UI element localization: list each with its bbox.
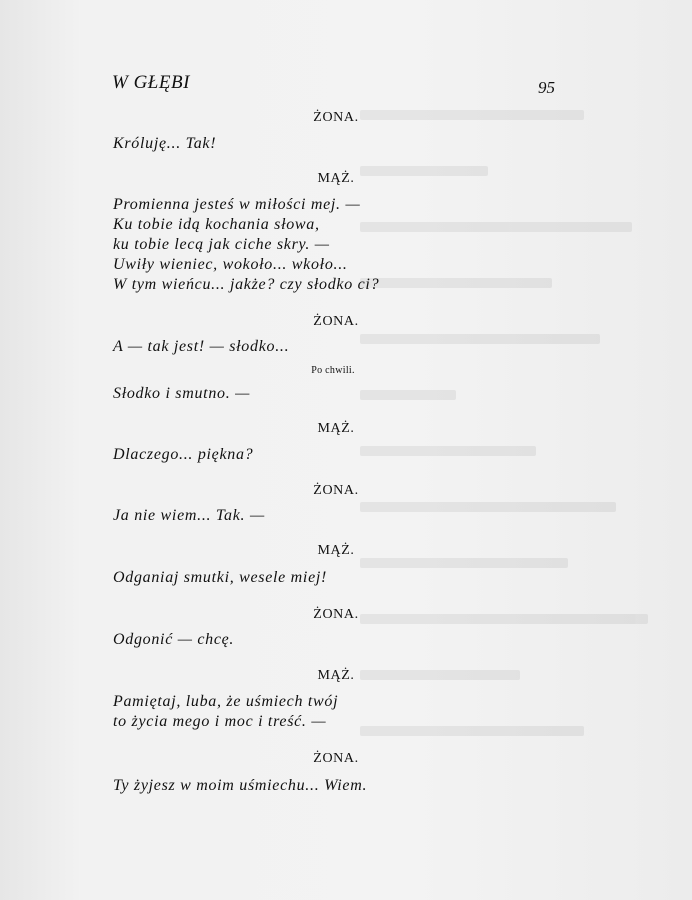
verse-line: Odgonić — chcę. <box>113 631 235 648</box>
verse-line: to życia mego i moc i treść. — <box>113 713 327 730</box>
stage-direction: Po chwili. <box>311 365 355 376</box>
verse-line: Dlaczego... piękna? <box>113 446 254 463</box>
page-number: 95 <box>538 78 555 97</box>
speaker-label: ŻONA. <box>313 751 359 766</box>
speaker-label: MĄŻ. <box>317 421 355 436</box>
speaker-label: ŻONA. <box>313 483 359 498</box>
speaker-label: MĄŻ. <box>317 171 355 186</box>
running-head: W GŁĘBI <box>112 72 190 93</box>
verse-line: Promienna jesteś w miłości mej. — <box>113 196 361 213</box>
verse-line: Pamiętaj, luba, że uśmiech twój <box>113 693 339 710</box>
verse-line: Słodko i smutno. — <box>113 385 251 402</box>
speaker-label: MĄŻ. <box>317 668 355 683</box>
verse-line: A — tak jest! — słodko... <box>113 338 290 355</box>
verse-line: Uwiły wieniec, wokoło... wkoło... <box>113 256 348 273</box>
verse-line: W tym wieńcu... jakże? czy słodko ci? <box>113 276 380 293</box>
verse-line: Ja nie wiem... Tak. — <box>113 507 265 524</box>
verse-line: Ku tobie idą kochania słowa, <box>113 216 320 233</box>
speaker-label: ŻONA. <box>313 110 359 125</box>
speaker-label: ŻONA. <box>313 607 359 622</box>
verse-line: Ty żyjesz w moim uśmiechu... Wiem. <box>113 777 368 794</box>
verse-line: ku tobie lecą jak ciche skry. — <box>113 236 330 253</box>
verse-line: Odganiaj smutki, wesele miej! <box>113 569 328 586</box>
speaker-label: MĄŻ. <box>317 543 355 558</box>
verse-line: Króluję... Tak! <box>113 135 217 152</box>
bleed-through-text <box>360 110 680 810</box>
speaker-label: ŻONA. <box>313 314 359 329</box>
